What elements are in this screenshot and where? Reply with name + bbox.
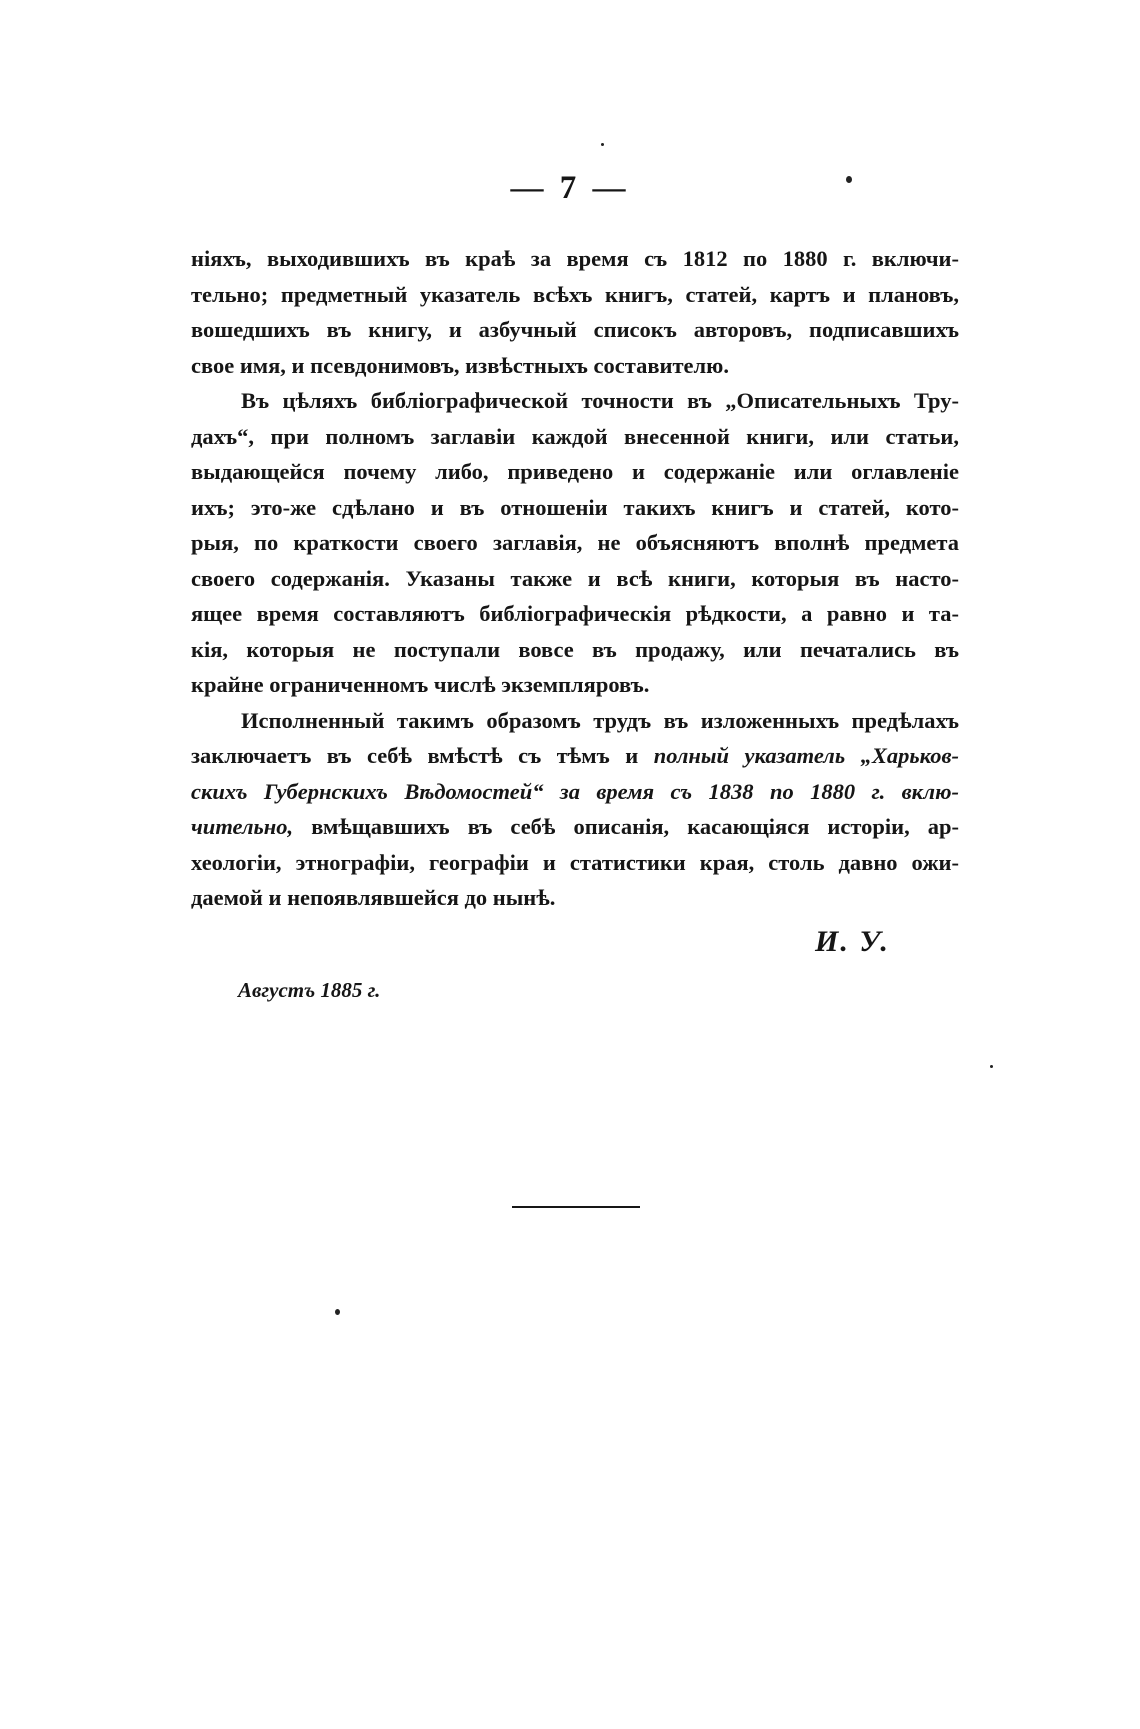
text-line: рыя, по краткости своего заглавія, не объясняютъ вполнѣ предмета	[191, 530, 959, 555]
author-signature: И. У.	[815, 925, 890, 958]
text-line: ящее время составляютъ библіографическія рѣдкости, а равно и та-	[191, 601, 959, 626]
text-line: даемой и непоявлявшейся до нынѣ.	[191, 885, 556, 910]
text-line: ніяхъ, выходившихъ въ краѣ за время съ 1812 по 1880 г. включи-	[191, 246, 959, 271]
italic-title-line: скихъ Губернскихъ Вѣдомостей“ за время съ 1838 по 1880 г. вклю-	[191, 778, 959, 804]
text-run: заключаетъ въ себѣ вмѣстѣ съ тѣмъ и	[191, 743, 654, 768]
text-line: крайне ограниченномъ числѣ экземпляровъ.	[191, 672, 650, 697]
text-line: ихъ; это-же сдѣлано и въ отношеніи такихъ книгъ и статей, кото-	[191, 494, 959, 520]
print-speck	[990, 1065, 993, 1068]
text-line	[191, 809, 959, 845]
text-line: кія, которыя не поступали вовсе въ продажу, или печатались въ	[191, 636, 959, 662]
text-line: своего содержанія. Указаны также и всѣ книги, которыя въ насто-	[191, 565, 959, 591]
paragraph-3	[191, 703, 959, 916]
text-line	[191, 738, 959, 774]
page-number: — 7 —	[510, 170, 630, 206]
italic-title-run: полный указатель „Харьков-	[653, 743, 959, 768]
date-line: Августъ 1885 г.	[238, 978, 381, 1002]
text-line: Исполненный такимъ образомъ трудъ въ изложенныхъ предѣлахъ	[241, 707, 959, 733]
print-speck	[846, 176, 852, 183]
paragraph-1	[191, 241, 959, 383]
text-line: тельно; предметный указатель всѣхъ книгъ, статей, картъ и плановъ,	[191, 281, 959, 307]
text-line: вошедшихъ въ книгу, и азбучный списокъ авторовъ, подписавшихъ	[191, 317, 959, 342]
paragraph-2	[191, 383, 959, 703]
text-line: выдающейся почему либо, приведено и содержаніе или оглавленіе	[191, 459, 959, 484]
text-line: Въ цѣляхъ библіографической точности въ „Описательныхъ Тру-	[241, 388, 959, 413]
italic-title-run: чительно,	[191, 814, 294, 839]
body-text	[191, 241, 959, 916]
print-speck	[601, 143, 604, 146]
text-line: свое имя, и псевдонимовъ, извѣстныхъ составителю.	[191, 352, 729, 378]
text-run: вмѣщавшихъ въ себѣ описанія, касающіяся исторіи, ар-	[293, 814, 959, 839]
closing-rule	[512, 1206, 640, 1208]
print-speck	[335, 1309, 340, 1315]
text-line: хеологіи, этнографіи, географіи и статистики края, столь давно ожи-	[191, 849, 959, 875]
text-line: дахъ“, при полномъ заглавіи каждой внесенной книги, или статьи,	[191, 423, 959, 449]
